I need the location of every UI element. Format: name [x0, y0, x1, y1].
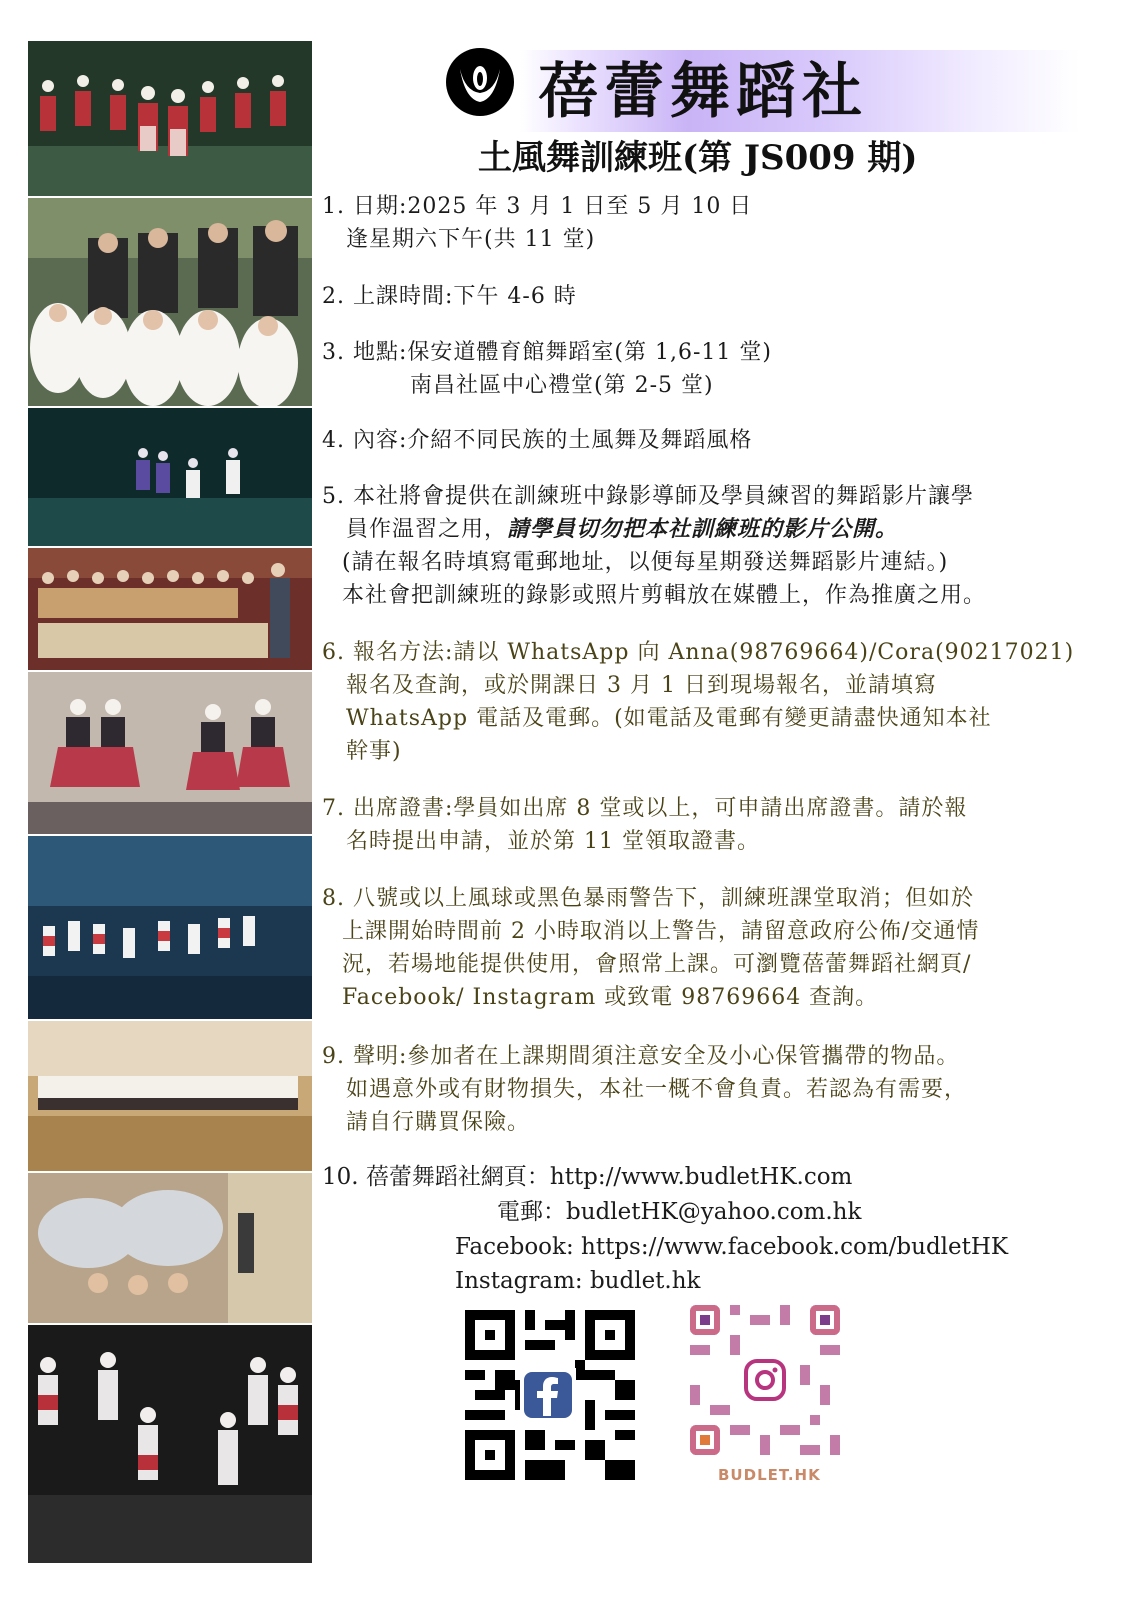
course-title: 土風舞訓練班(第 JS009 期) [478, 138, 918, 178]
contact-website[interactable]: 10. 蓓蕾舞蹈社網頁：http://www.budletHK.com [322, 1164, 853, 1190]
item-date-line-1: 1. 日期:2025 年 3 月 1 日至 5 月 10 日 [322, 194, 753, 219]
dance-photo-1 [28, 41, 312, 196]
item-video-line-2a: 員作温習之用， [346, 517, 508, 542]
dance-photo-5 [28, 672, 312, 834]
item-registration-line-1: 6. 報名方法:請以 WhatsApp 向 Anna(98769664)/Cora(90217021) [322, 640, 1075, 665]
instagram-icon [740, 1355, 790, 1405]
contact-instagram[interactable]: Instagram: budlet.hk [455, 1268, 701, 1294]
item-certificate [322, 792, 1082, 858]
item-weather-line-1: 8. 八號或以上風球或黑色暴雨警告下，訓練班課堂取消；但如於 [322, 886, 974, 911]
club-logo-icon [445, 47, 515, 117]
item-certificate-line-2: 名時提出申請，並於第 11 堂領取證書。 [346, 829, 760, 854]
item-video [322, 480, 1082, 612]
item-venue-line-1: 3. 地點:保安道體育館舞蹈室(第 1,6-11 堂) [322, 340, 772, 365]
item-registration-line-3: WhatsApp 電話及電郵。(如電話及電郵有變更請盡快通知本社 [346, 706, 992, 731]
dance-photo-8 [28, 1173, 312, 1323]
item-content-line: 4. 內容:介紹不同民族的土風舞及舞蹈風格 [322, 428, 753, 453]
item-weather-line-3: 況，若場地能提供使用，會照常上課。可瀏覽蓓蕾舞蹈社網頁/ [342, 952, 972, 977]
item-content [322, 424, 1082, 457]
item-registration-line-4: 幹事) [346, 739, 402, 764]
item-weather-line-4: Facebook/ Instagram 或致電 98769664 查詢。 [342, 985, 879, 1010]
item-video-line-1: 5. 本社將會提供在訓練班中錄影導師及學員練習的舞蹈影片讓學 [322, 484, 974, 509]
contact-facebook[interactable]: Facebook: https://www.facebook.com/budletHK [455, 1234, 1009, 1260]
facebook-icon [520, 1368, 576, 1422]
item-time [322, 280, 1082, 313]
contact-email[interactable]: 電郵：budletHK@yahoo.com.hk [497, 1199, 862, 1225]
item-video-warning: 請學員切勿把本社訓練班的影片公開。 [507, 516, 899, 542]
item-disclaimer-line-3: 請自行購買保險。 [346, 1110, 531, 1135]
dance-photo-6 [28, 836, 312, 1019]
item-date-line-2: 逢星期六下午(共 11 堂) [346, 227, 596, 252]
item-registration [322, 636, 1082, 768]
photo-strip [28, 41, 312, 1563]
dance-photo-9 [28, 1325, 312, 1563]
dance-photo-7 [28, 1021, 312, 1171]
instagram-qr-code[interactable] [690, 1305, 840, 1459]
facebook-qr-code[interactable] [465, 1310, 635, 1484]
item-disclaimer-line-1: 9. 聲明:參加者在上課期間須注意安全及小心保管攜帶的物品。 [322, 1044, 960, 1069]
item-weather-line-2: 上課開始時間前 2 小時取消以上警告，請留意政府公佈/交通情 [342, 919, 980, 944]
item-venue-line-2: 南昌社區中心禮堂(第 2-5 堂) [410, 373, 714, 398]
item-weather [322, 882, 1082, 1014]
item-disclaimer [322, 1040, 1082, 1139]
item-video-line-4: 本社會把訓練班的錄影或照片剪輯放在媒體上，作為推廣之用。 [342, 583, 987, 608]
instagram-qr-label: BUDLET.HK [718, 1466, 821, 1484]
item-registration-line-2: 報名及查詢，或於開課日 3 月 1 日到現場報名，並請填寫 [346, 673, 937, 698]
club-name: 蓓蕾舞蹈社 [538, 57, 868, 127]
item-disclaimer-line-2: 如遇意外或有財物損失，本社一概不會負責。若認為有需要， [346, 1077, 968, 1102]
dance-photo-4 [28, 548, 312, 670]
item-certificate-line-1: 7. 出席證書:學員如出席 8 堂或以上，可申請出席證書。請於報 [322, 796, 968, 821]
dance-photo-3 [28, 408, 312, 546]
item-video-line-3: (請在報名時填寫電郵地址，以便每星期發送舞蹈影片連結。) [342, 550, 949, 575]
dance-photo-2 [28, 198, 312, 406]
item-time-line: 2. 上課時間:下午 4-6 時 [322, 284, 577, 309]
item-date [322, 190, 1082, 256]
item-venue [322, 336, 1082, 402]
